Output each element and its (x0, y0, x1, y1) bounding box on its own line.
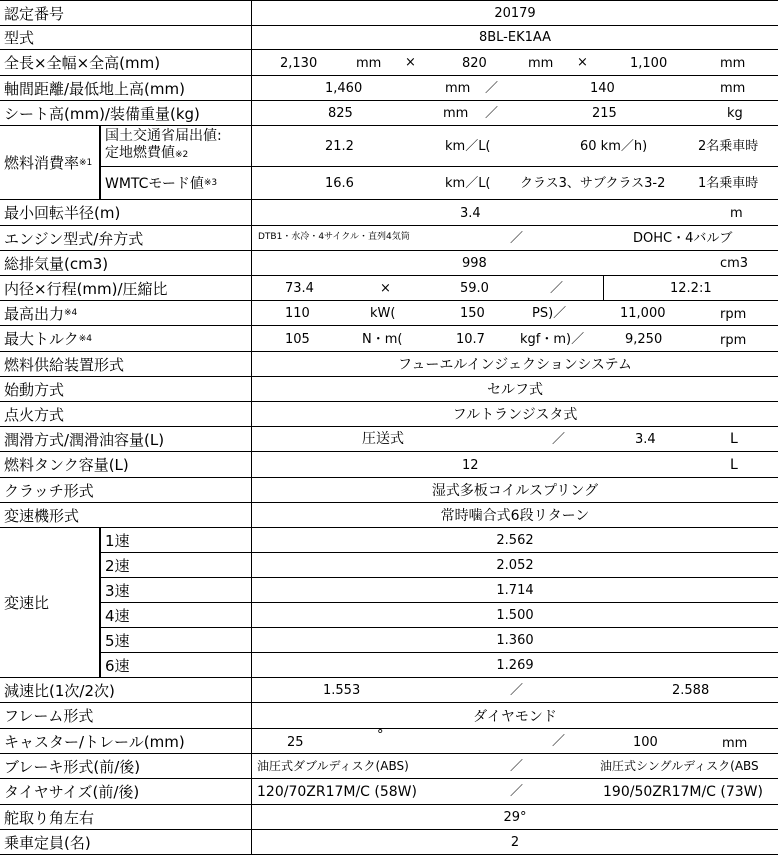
value-gear-2: 2.052 (496, 557, 534, 573)
value-torque-nm: 105 (285, 332, 310, 347)
label-wmtc-note: ※3 (203, 178, 218, 188)
value-clutch: 湿式多板コイルスプリング (431, 483, 599, 499)
label-frame: フレーム形式 (0, 703, 252, 728)
row-gear-2 (0, 553, 778, 578)
value-valve: DOHC・4バルブ (633, 231, 733, 246)
label-mlit (100, 126, 252, 166)
row-lube (0, 427, 778, 452)
value-gear-1: 2.562 (496, 532, 534, 548)
value-wheelbase: 1,460 (325, 81, 363, 96)
label-seat: シート高(mm)/装備重量(kg) (0, 101, 252, 125)
value-primary-reduction: 1.553 (323, 683, 361, 698)
row-tire (0, 779, 778, 805)
value-brake-front: 油圧式ダブルディスク(ABS) (257, 759, 409, 773)
unit-displacement: cm3 (720, 256, 749, 271)
value-lube-type: 圧送式 (362, 431, 404, 447)
sep-seat: ／ (485, 106, 499, 121)
label-power (0, 301, 252, 325)
row-cert-no (0, 0, 778, 26)
value-cert-no: 20179 (494, 5, 536, 21)
label-gear-6: 6速 (100, 653, 252, 677)
label-gear-2: 2速 (100, 553, 252, 577)
value-width: 820 (462, 56, 487, 71)
times-sign-1: × (405, 55, 416, 70)
value-gear-3: 1.714 (496, 582, 534, 598)
label-fuel-consumption (0, 126, 100, 200)
class-wmtc: クラス3、サブクラス3-2 (520, 176, 666, 191)
label-tire: タイヤサイズ(前/後) (0, 779, 252, 804)
value-capacity: 2 (510, 834, 520, 850)
row-fuel-supply (0, 352, 778, 377)
label-lube: 潤滑方式/潤滑油容量(L) (0, 427, 252, 451)
unit-length: mm (356, 56, 382, 71)
label-wmtc (100, 167, 252, 199)
label-gear-3: 3速 (100, 578, 252, 602)
value-fuel-supply: フューエルインジェクションシステム (398, 357, 632, 373)
sep-lube: ／ (552, 432, 566, 447)
unit-wheelbase: mm (445, 81, 471, 96)
label-turning: 最小回転半径(m) (0, 200, 252, 225)
label-fuel-text: 燃料消費率 (4, 154, 80, 172)
value-gear-6: 1.269 (496, 657, 534, 673)
value-secondary-reduction: 2.588 (672, 683, 710, 698)
unit-trail: mm (722, 736, 748, 751)
sep-brake: ／ (510, 759, 524, 774)
row-ignition (0, 402, 778, 427)
sep-bore: ／ (550, 281, 564, 296)
label-mlit-line1: 国土交通省届出値: (105, 128, 222, 144)
row-seat (0, 101, 778, 126)
row-gear-5 (0, 628, 778, 653)
label-caster: キャスター/トレール(mm) (0, 729, 252, 753)
label-mlit-note: ※2 (175, 150, 189, 160)
row-brake (0, 754, 778, 779)
unit-tank: L (730, 457, 738, 473)
unit-ground-clearance: mm (720, 81, 746, 96)
label-power-text: 最高出力 (4, 304, 65, 323)
row-power (0, 301, 778, 326)
label-gear-ratio: 変速比 (0, 528, 100, 678)
value-seat-height: 825 (328, 106, 353, 121)
unit-seat-height: mm (443, 106, 469, 121)
times-sign-2: × (577, 55, 588, 70)
unit-wmtc: km／L( (445, 176, 491, 191)
value-torque-kgf: 10.7 (456, 332, 485, 347)
sep-wheelbase: ／ (485, 81, 499, 96)
value-start: セルフ式 (487, 382, 543, 398)
label-clutch: クラッチ形式 (0, 478, 252, 502)
row-gear-6 (0, 653, 778, 678)
label-transmission: 変速機形式 (0, 503, 252, 527)
value-ground-clearance: 140 (590, 81, 615, 96)
value-brake-rear: 油圧式シングルディスク(ABS (600, 759, 759, 773)
label-brake: ブレーキ形式(前/後) (0, 754, 252, 778)
value-transmission: 常時噛合式6段リターン (440, 508, 590, 524)
label-dimensions: 全長×全幅×全高(mm) (0, 50, 252, 75)
row-steer (0, 805, 778, 830)
sep-caster: ／ (552, 734, 566, 749)
sep-reduction: ／ (510, 683, 524, 698)
unit-torque-rpm: rpm (720, 333, 747, 348)
label-tank: 燃料タンク容量(L) (0, 452, 252, 477)
row-gear-4 (0, 603, 778, 628)
value-gear-5: 1.360 (496, 632, 534, 648)
unit-torque-kgf: kgf・m)／ (520, 332, 585, 347)
row-fuel-mlit (0, 126, 778, 167)
row-displacement (0, 251, 778, 276)
times-sign-bore: × (380, 281, 391, 296)
row-dimensions (0, 50, 778, 76)
unit-mlit: km／L( (445, 139, 491, 154)
value-power-rpm: 11,000 (620, 306, 666, 321)
value-power-kw: 110 (285, 306, 310, 321)
value-model: 8BL-EK1AA (478, 29, 552, 45)
degree-caster: ° (377, 728, 384, 743)
value-height: 1,100 (630, 56, 668, 71)
unit-height: mm (720, 56, 746, 71)
label-capacity: 乗車定員(名) (0, 830, 252, 854)
label-gear-5: 5速 (100, 628, 252, 652)
value-torque-rpm: 9,250 (625, 332, 663, 347)
value-mlit: 21.2 (325, 139, 354, 154)
label-power-note: ※4 (64, 308, 78, 318)
value-displacement: 998 (462, 256, 487, 271)
value-trail: 100 (633, 735, 658, 750)
label-displacement: 総排気量(cm3) (0, 251, 252, 275)
row-reduction (0, 678, 778, 703)
sep-tire: ／ (510, 784, 524, 799)
row-wheelbase (0, 76, 778, 101)
label-steer: 舵取り角左右 (0, 805, 252, 829)
label-mlit-line2 (105, 145, 188, 164)
unit-power-ps: PS)／ (532, 306, 567, 321)
row-engine (0, 226, 778, 251)
row-frame (0, 703, 778, 729)
label-ignition: 点火方式 (0, 402, 252, 426)
row-tank (0, 452, 778, 478)
label-gear-4: 4速 (100, 603, 252, 627)
label-mlit-text: 定地燃費値 (105, 145, 175, 161)
label-fuel-note: ※1 (79, 157, 93, 168)
value-bore: 73.4 (285, 281, 314, 296)
value-steer: 29° (503, 809, 527, 825)
label-gear-1: 1速 (100, 528, 252, 552)
label-start: 始動方式 (0, 377, 252, 401)
value-stroke: 59.0 (460, 281, 489, 296)
row-model (0, 25, 778, 50)
value-frame: ダイヤモンド (473, 708, 557, 725)
row-start (0, 377, 778, 402)
value-engine-type: DTB1・水冷・4サイクル・直列4気筒 (258, 232, 410, 242)
row-caster (0, 729, 778, 754)
unit-weight: kg (727, 106, 743, 121)
riders-mlit: 2名乗車時 (698, 139, 759, 154)
row-transmission (0, 503, 778, 528)
unit-width: mm (528, 56, 554, 71)
value-lube-cap: 3.4 (635, 432, 656, 447)
riders-wmtc: 1名乗車時 (698, 176, 759, 191)
label-model: 型式 (0, 25, 252, 49)
label-wheelbase: 軸間距離/最低地上高(mm) (0, 76, 252, 100)
unit-turning: m (730, 206, 743, 221)
row-torque (0, 326, 778, 352)
value-power-ps: 150 (460, 306, 485, 321)
label-fuel-supply: 燃料供給装置形式 (0, 352, 252, 376)
label-torque (0, 326, 252, 351)
label-reduction: 減速比(1次/2次) (0, 678, 252, 702)
unit-power-kw: kW( (370, 306, 396, 321)
value-tire-rear: 190/50ZR17M/C (73W) (603, 784, 763, 800)
value-length: 2,130 (280, 56, 318, 71)
label-engine: エンジン型式/弁方式 (0, 226, 252, 250)
value-tank: 12 (462, 458, 479, 473)
label-wmtc-text: WMTCモード値 (105, 176, 204, 192)
label-torque-note: ※4 (78, 333, 92, 344)
row-gear-1 (0, 528, 778, 553)
row-fuel-wmtc (0, 167, 778, 200)
value-gear-4: 1.500 (496, 607, 534, 623)
row-clutch (0, 478, 778, 503)
value-weight: 215 (592, 106, 617, 121)
unit-torque-nm: N・m( (362, 332, 403, 347)
value-tire-front: 120/70ZR17M/C (58W) (257, 784, 417, 800)
unit-lube: L (730, 431, 738, 447)
value-caster: 25 (287, 735, 304, 750)
label-cert-no: 認定番号 (0, 1, 252, 25)
row-gear-3 (0, 578, 778, 603)
value-ignition: フルトランジスタ式 (452, 407, 578, 423)
row-capacity (0, 830, 778, 855)
row-turning (0, 200, 778, 226)
sep-engine: ／ (510, 231, 524, 246)
label-torque-text: 最大トルク (4, 330, 79, 348)
unit-power-rpm: rpm (720, 307, 747, 322)
value-wmtc: 16.6 (325, 176, 354, 191)
value-compression: 12.2:1 (670, 281, 712, 296)
divider-bore (603, 276, 604, 300)
label-bore: 内径×行程(mm)/圧縮比 (0, 276, 252, 300)
speed-mlit: 60 km／h) (580, 139, 648, 154)
row-bore (0, 276, 778, 301)
value-turning: 3.4 (460, 206, 481, 221)
